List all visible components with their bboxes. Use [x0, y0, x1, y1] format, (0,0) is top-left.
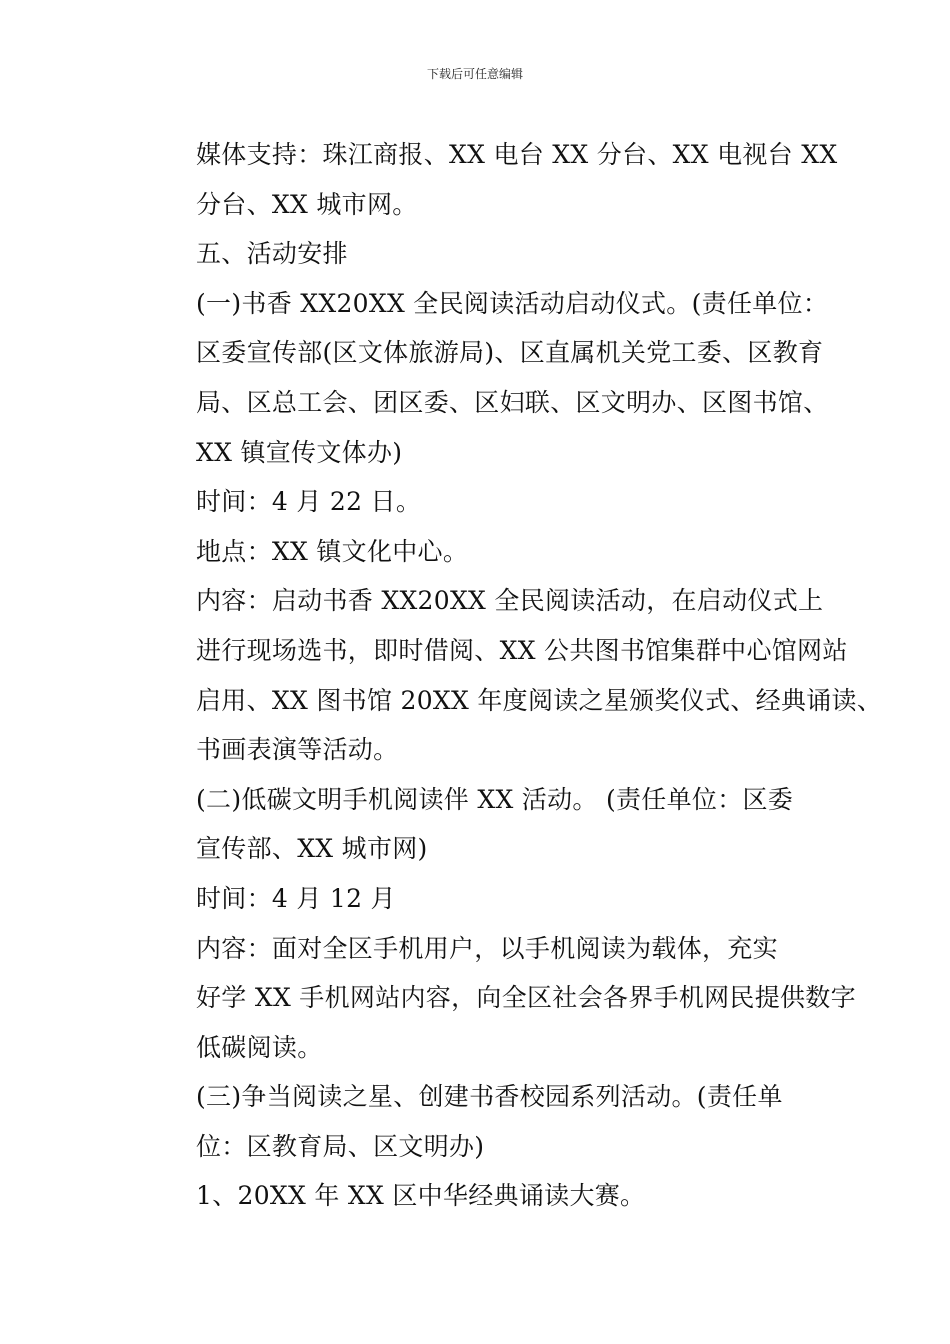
text-line: 宣传部、XX 城市网) [196, 834, 428, 864]
text-line: (三)争当阅读之星、创建书香校园系列活动。(责任单 [196, 1082, 783, 1112]
paragraph-item-one [146, 279, 829, 477]
section-heading-activity-arrangement [146, 229, 826, 279]
text-line: 启用、XX 图书馆 20XX 年度阅读之星颁奖仪式、经典诵读、 [196, 685, 883, 715]
text-line: 内容：面对全区手机用户，以手机阅读为载体，充实 [196, 933, 778, 963]
text-line: 时间：4 月 22 日。 [196, 487, 422, 517]
text-line: 分台、XX 城市网。 [196, 189, 418, 219]
text-line: 局、区总工会、团区委、区妇联、区文明办、区图书馆、 [196, 387, 829, 417]
text-line: 1、20XX 年 XX 区中华经典诵读大赛。 [196, 1181, 646, 1211]
paragraph-subitem-one [146, 1171, 826, 1221]
text-line: 低碳阅读。 [196, 1032, 323, 1062]
paragraph-media-support [146, 130, 838, 229]
text-line: (二)低碳文明手机阅读伴 XX 活动。 (责任单位：区委 [196, 784, 794, 814]
text-line: 内容：启动书香 XX20XX 全民阅读活动，在启动仪式上 [196, 586, 824, 616]
page-header: 下载后可任意编辑 [426, 67, 523, 81]
text-line: 位：区教育局、区文明办) [196, 1131, 485, 1161]
text-line: 时间：4 月 12 月 [196, 883, 396, 913]
text-line: 进行现场选书，即时借阅、XX 公共图书馆集群中心馆网站 [196, 635, 848, 665]
paragraph-content-one [146, 576, 883, 774]
text-line: XX 镇宣传文体办) [196, 437, 403, 467]
text-line: 区委宣传部(区文体旅游局)、区直属机关党工委、区教育 [196, 338, 824, 368]
text-line: 书画表演等活动。 [196, 735, 399, 765]
paragraph-content-two [146, 924, 856, 1073]
text-line: 五、活动安排 [196, 239, 348, 269]
text-line: 地点：XX 镇文化中心。 [196, 536, 469, 566]
paragraph-time-one [146, 477, 826, 527]
paragraph-time-two [146, 874, 826, 924]
text-line: (一)书香 XX20XX 全民阅读活动启动仪式。(责任单位： [196, 288, 829, 318]
paragraph-location [146, 527, 826, 577]
document-body [146, 130, 883, 1221]
paragraph-item-two [146, 775, 826, 874]
text-line: 媒体支持：珠江商报、XX 电台 XX 分台、XX 电视台 XX [196, 140, 838, 169]
paragraph-item-three [146, 1072, 826, 1171]
text-line: 好学 XX 手机网站内容，向全区社会各界手机网民提供数字 [196, 983, 856, 1013]
